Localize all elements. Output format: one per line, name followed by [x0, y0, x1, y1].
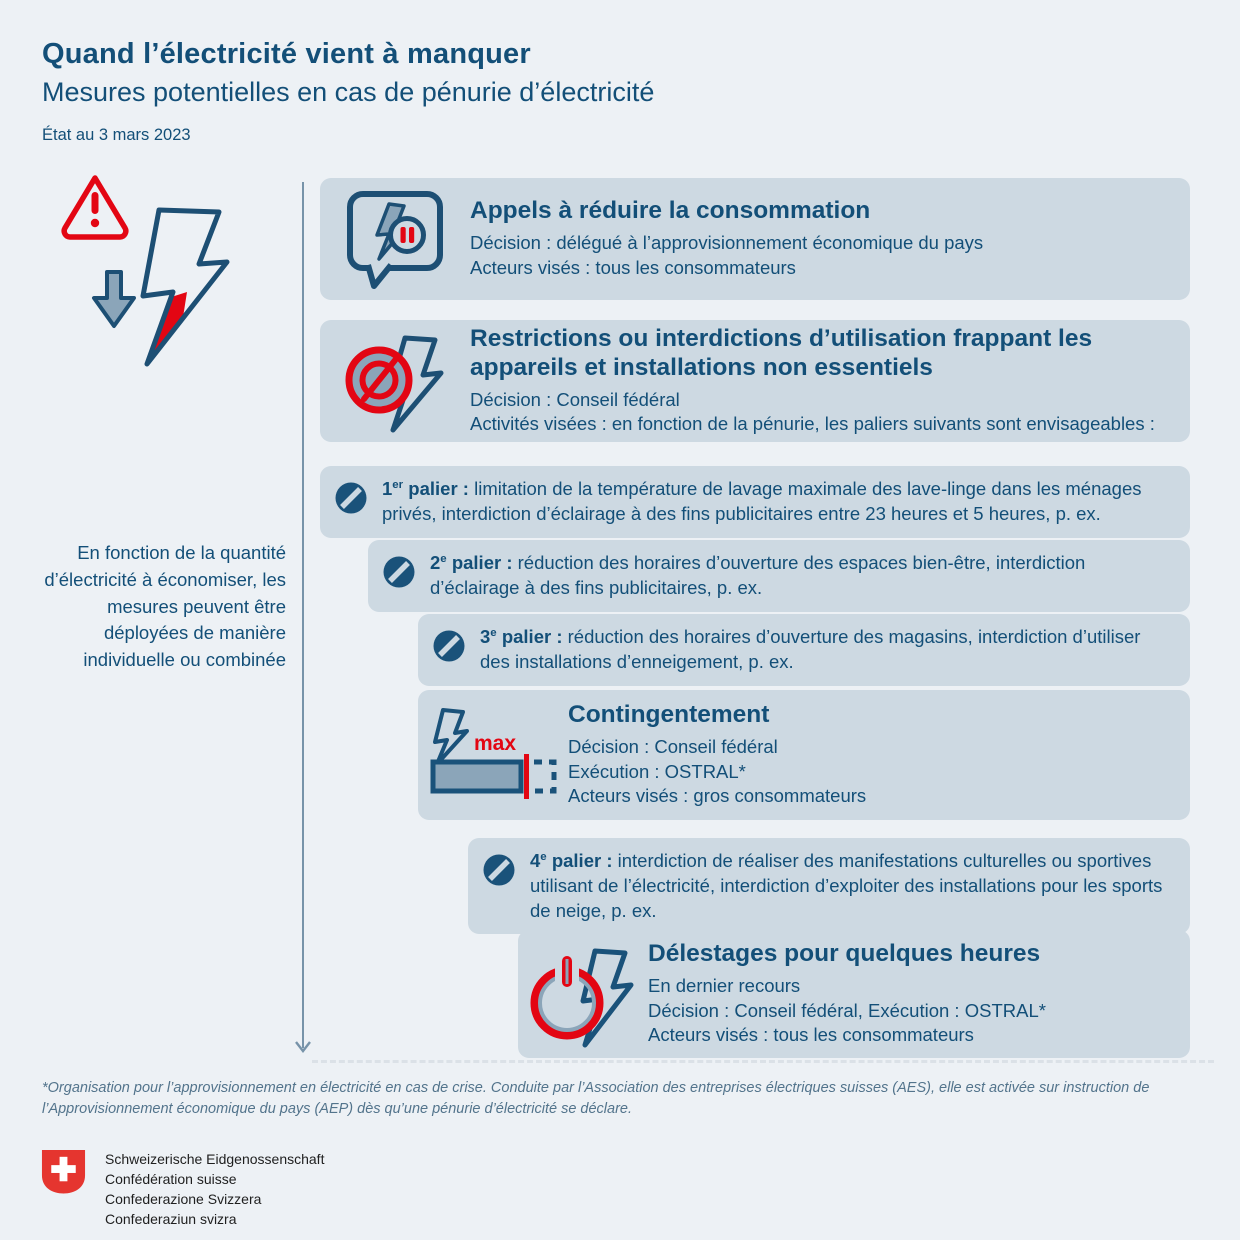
footnote: *Organisation pour l’approvisionnement en électricité en cas de crise. Conduite par l’Association des entreprises électriques suisses (AES), elle est activée sur instruction de l’Approvisionnement économique du pays (AEP) dès qu’une pénurie d’électricité se déclare. — [42, 1080, 1150, 1118]
measure-line: Exécution : OSTRAL* — [568, 760, 746, 782]
logo-line: Schweizerische Eidgenossenschaft — [105, 1151, 325, 1167]
palier-row-2 — [368, 540, 1190, 612]
palier-text: 1er palier : limitation de la température de lavage maximale des lave-linge dans les ménages privés, interdiction d’éclairage à des fins publicitaires entre 23 heures et 5 heures, p. ex. — [382, 478, 1142, 524]
measure-card-appels — [320, 178, 1190, 300]
status-date: État au 3 mars 2023 — [42, 126, 191, 144]
timeline-arrowhead-icon — [294, 1040, 312, 1054]
speech-bubble-pause-icon — [343, 187, 447, 291]
prohibition-icon — [431, 628, 467, 664]
palier-row-3 — [418, 614, 1190, 686]
measure-card-contingentement — [418, 690, 1190, 820]
page-title: Quand l’électricité vient à manquer — [42, 38, 531, 70]
measure-title: Restrictions ou interdictions d’utilisation frappant les appareils et installations non essentiels — [470, 324, 1093, 381]
palier-text: 4e palier : interdiction de réaliser des manifestations culturelles ou sportives utilisant de l’électricité, interdiction d’exploiter des installations pour les sports de neige, p. ex. — [530, 850, 1163, 921]
max-label: max — [474, 732, 517, 755]
palier-text: 2e palier : réduction des horaires d’ouverture des espaces bien-être, interdiction d’éclairage à des fins publicitaires, p. ex. — [430, 552, 1086, 598]
page-subtitle: Mesures potentielles en cas de pénurie d’électricité — [42, 77, 655, 107]
measure-card-delestages — [518, 930, 1190, 1058]
measure-line: Acteurs visés : gros consommateurs — [568, 785, 867, 807]
down-arrow-icon — [94, 272, 134, 326]
measure-title: Appels à réduire la consommation — [470, 197, 871, 225]
measure-line: Décision : Conseil fédéral — [568, 735, 778, 757]
warning-triangle-icon — [64, 178, 126, 237]
logo-line: Confederazione Svizzera — [105, 1190, 262, 1207]
no-entry-lightning-icon — [341, 328, 449, 434]
dashed-baseline — [312, 1060, 1214, 1063]
prohibition-icon — [333, 480, 369, 516]
measure-line: Activités visées : en fonction de la pénurie, les paliers suivants sont envisageables : — [470, 413, 1155, 435]
quota-max-icon — [427, 704, 559, 806]
measure-line: Décision : Conseil fédéral, Exécution : OSTRAL* — [648, 999, 1046, 1021]
lightning-bolt-icon — [135, 210, 227, 368]
logo-line: Confédération suisse — [105, 1170, 237, 1187]
measure-title: Délestages pour quelques heures — [648, 939, 1041, 967]
swiss-federal-logo — [40, 1148, 324, 1230]
swiss-shield-icon — [40, 1148, 87, 1195]
palier-row-1 — [320, 466, 1190, 538]
measure-title: Contingentement — [568, 700, 770, 728]
logo-line: Confederaziun svizra — [105, 1210, 237, 1227]
measure-line: Décision : délégué à l’approvisionnement économique du pays — [470, 232, 984, 254]
measure-line: Acteurs visés : tous les consommateurs — [648, 1024, 974, 1046]
timeline-line — [302, 182, 304, 1048]
side-note: En fonction de la quantité d’électricité à économiser, les mesures peuvent être déployées de manière individuelle ou combinée — [44, 542, 286, 671]
measure-line: En dernier recours — [648, 974, 801, 996]
prohibition-icon — [381, 554, 417, 590]
palier-row-4 — [468, 838, 1190, 934]
palier-text: 3e palier : réduction des horaires d’ouverture des magasins, interdiction d’utiliser des installations d’enneigement, p. ex. — [480, 626, 1141, 672]
intro-illustration — [55, 168, 285, 373]
power-off-lightning-icon — [527, 939, 639, 1049]
measure-card-restrictions — [320, 320, 1190, 442]
measure-line: Acteurs visés : tous les consommateurs — [470, 256, 796, 278]
prohibition-icon — [481, 852, 517, 888]
measure-line: Décision : Conseil fédéral — [470, 388, 680, 410]
header — [42, 38, 1192, 145]
